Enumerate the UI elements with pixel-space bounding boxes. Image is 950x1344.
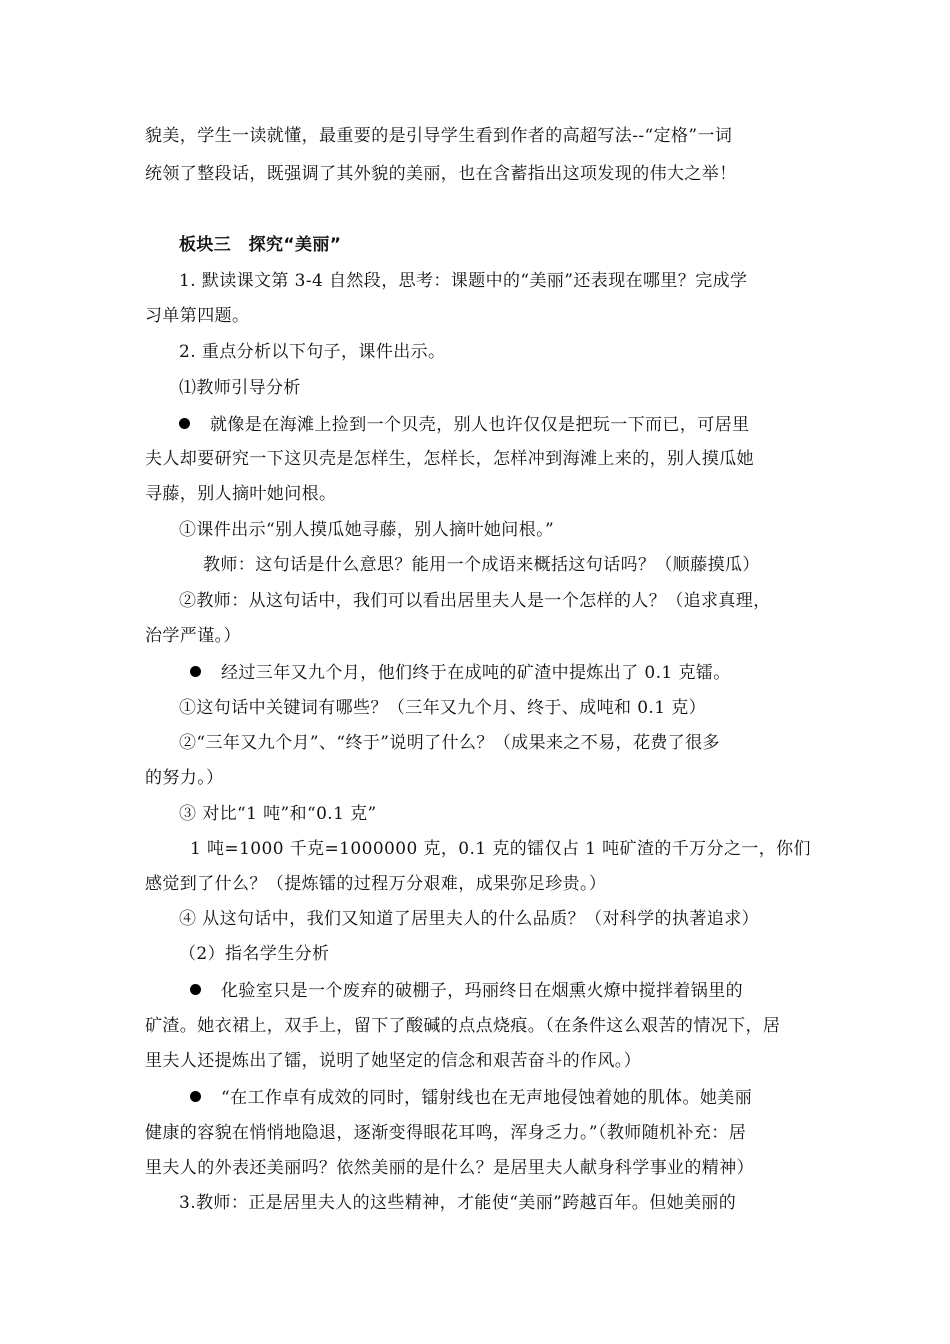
bullet-line <box>190 656 815 690</box>
paragraph-line: 教师：这句话是什么意思？能用一个成语来概括这句话吗？（顺藤摸瓜） <box>203 555 760 575</box>
paragraph-line: ④ 从这句话中，我们又知道了居里夫人的什么品质？（对科学的执著追求） <box>179 909 760 929</box>
bullet-line <box>190 1081 815 1115</box>
bullet-icon <box>190 1091 201 1102</box>
paragraph-line: 的努力。） <box>145 768 224 788</box>
bullet-icon <box>190 984 201 995</box>
paragraph-line: 1. 默读课文第 3-4 自然段，思考：课题中的“美丽”还表现在哪里？完成学 <box>179 271 748 291</box>
paragraph-line: 健康的容貌在悄悄地隐退，逐渐变得眼花耳鸣，浑身乏力。”（教师随机补充：居 <box>145 1123 747 1143</box>
paragraph-line: 貌美，学生一读就懂，最重要的是引导学生看到作者的高超写法--“定格”一词 <box>145 126 733 146</box>
bullet-icon <box>179 418 190 429</box>
paragraph-line: 3.教师：正是居里夫人的这些精神，才能使“美丽”跨越百年。但她美丽的 <box>179 1193 737 1213</box>
paragraph-line: 里夫人还提炼出了镭，说明了她坚定的信念和艰苦奋斗的作风。） <box>145 1051 642 1071</box>
paragraph-line: 2. 重点分析以下句子，课件出示。 <box>179 342 446 362</box>
section-heading: 板块三 探究“美丽” <box>179 235 342 255</box>
paragraph-line: ⑴教师引导分析 <box>179 378 301 398</box>
paragraph-line: 统领了整段话，既强调了其外貌的美丽，也在含蓄指出这项发现的伟大之举！ <box>145 164 737 184</box>
paragraph-line: （2）指名学生分析 <box>179 944 330 964</box>
paragraph-line: ②“三年又九个月”、“终于”说明了什么？（成果来之不易，花费了很多 <box>179 733 720 753</box>
paragraph-line: ①这句话中关键词有哪些？（三年又九个月、终于、成吨和 0.1 克） <box>179 698 707 718</box>
bullet-line <box>179 408 815 442</box>
bullet-icon <box>190 666 201 677</box>
paragraph-line: ③ 对比“1 吨”和“0.1 克” <box>179 804 377 824</box>
paragraph-line: ②教师：从这句话中，我们可以看出居里夫人是一个怎样的人？（追求真理， <box>179 591 771 611</box>
paragraph-line: 感觉到了什么？（提炼镭的过程万分艰难，成果弥足珍贵。） <box>145 874 607 894</box>
paragraph-line: 习单第四题。 <box>145 306 250 326</box>
bullet-text: 就像是在海滩上捡到一个贝壳，别人也许仅仅是把玩一下而已，可居里 <box>210 415 750 435</box>
paragraph-line: 夫人却要研究一下这贝壳是怎样生，怎样长，怎样冲到海滩上来的，别人摸瓜她 <box>145 449 754 469</box>
paragraph-line: 里夫人的外表还美丽吗？依然美丽的是什么？是居里夫人献身科学事业的精神） <box>145 1158 754 1178</box>
bullet-text: 化验室只是一个废弃的破棚子，玛丽终日在烟熏火燎中搅拌着锅里的 <box>221 981 743 1001</box>
paragraph-line: 矿渣。她衣裙上，双手上，留下了酸碱的点点烧痕。（在条件这么艰苦的情况下，居 <box>145 1016 781 1036</box>
paragraph-line: ①课件出示“别人摸瓜她寻藤，别人摘叶她问根。” <box>179 520 555 540</box>
bullet-text: “在工作卓有成效的同时，镭射线也在无声地侵蚀着她的肌体。她美丽 <box>221 1088 753 1108</box>
paragraph-line: 寻藤，别人摘叶她问根。 <box>145 484 337 504</box>
bullet-text: 经过三年又九个月，他们终于在成吨的矿渣中提炼出了 0.1 克镭。 <box>221 663 731 683</box>
bullet-line <box>190 974 815 1008</box>
paragraph-line: 治学严谨。） <box>145 626 241 646</box>
paragraph-line: 1 吨=1000 千克=1000000 克，0.1 克的镭仅占 1 吨矿渣的千万分之一，你们 <box>190 839 811 859</box>
